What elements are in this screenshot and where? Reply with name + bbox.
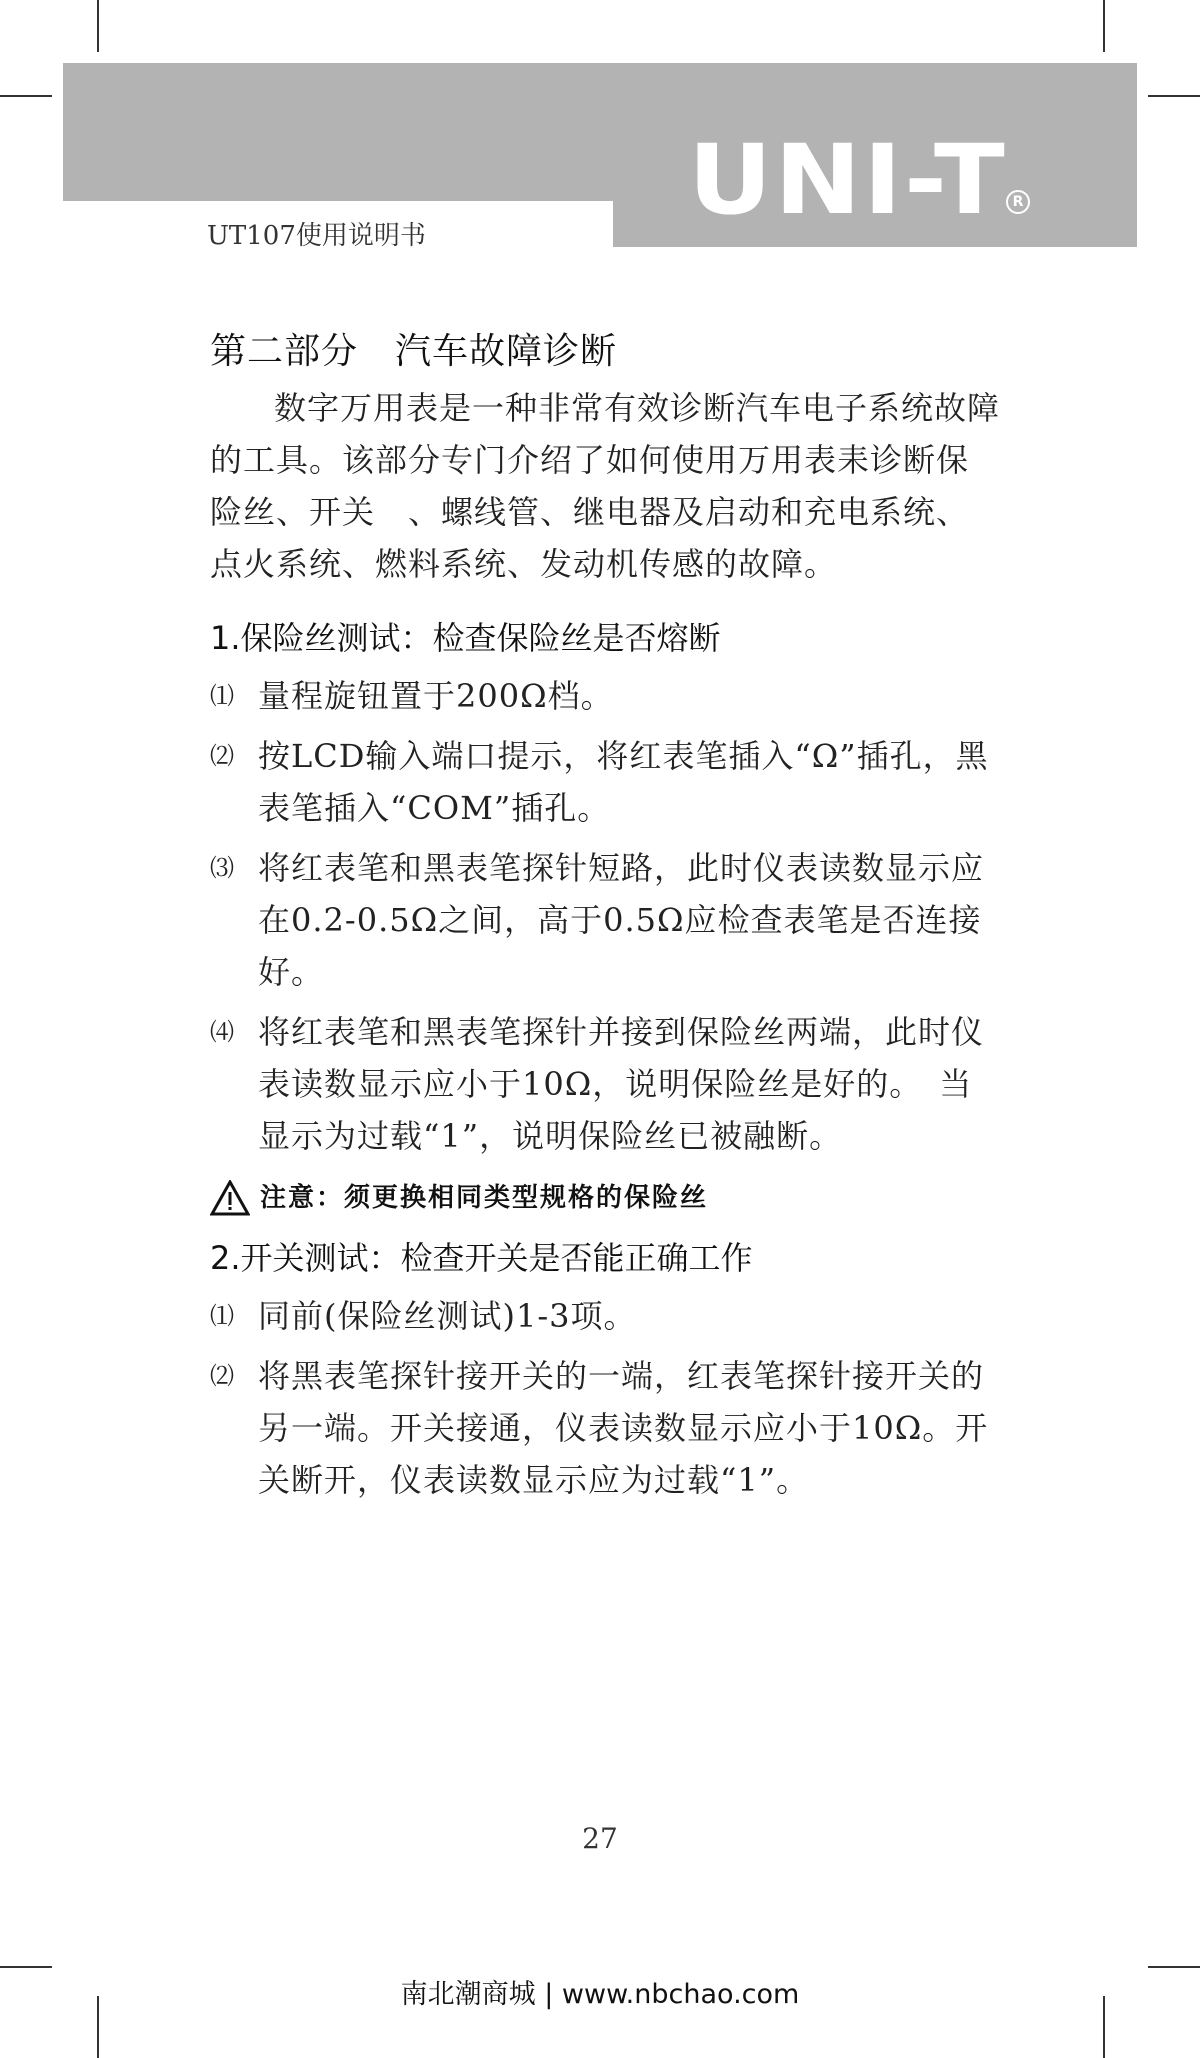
crop-mark-top-left (97, 0, 99, 52)
section-title: 第二部分 汽车故障诊断 (210, 331, 618, 372)
item-number: ⑴ (210, 1302, 235, 1330)
item-text: 将红表笔和黑表笔探针并接到保险丝两端，此时仪表读数显示应小于10Ω，说明保险丝是好的。 当显示为过载“1”，说明保险丝已被融断。 (258, 1013, 985, 1155)
item-text: 按LCD输入端口提示，将红表笔插入“Ω”插孔，黑表笔插入“COM”插孔。 (258, 737, 989, 827)
registered-mark: R (1006, 190, 1030, 214)
warning-note (210, 1172, 1000, 1224)
item-text: 同前(保险丝测试)1-3项。 (258, 1297, 637, 1335)
list-item (210, 1290, 1000, 1342)
crop-mark-bottom-right-h (1148, 1966, 1200, 1968)
fuse-test-heading: 1.保险丝测试：检查保险丝是否熔断 (210, 619, 721, 657)
warning-triangle-icon (210, 1180, 250, 1216)
footer-site: 南北潮商城 | www.nbchao.com (400, 1979, 800, 2010)
doc-title: UT107使用说明书 (207, 221, 426, 251)
item-number: ⑶ (210, 854, 235, 882)
warning-text: 注意：须更换相同类型规格的保险丝 (260, 1183, 709, 1213)
crop-mark-top-right-h (1148, 95, 1200, 97)
crop-mark-top-left-h (0, 95, 52, 97)
item-number: ⑵ (210, 1362, 235, 1390)
item-text: 将黑表笔探针接开关的一端，红表笔探针接开关的另一端。开关接通，仪表读数显示应小于10Ω。开关断开，仪表读数显示应为过载“1”。 (258, 1357, 989, 1499)
list-item (210, 1006, 1000, 1162)
item-text: 将红表笔和黑表笔探针短路，此时仪表读数显示应在0.2-0.5Ω之间，高于0.5Ω应检查表笔是否连接好。 (258, 849, 985, 991)
list-item (210, 730, 1000, 834)
list-item (210, 670, 1000, 722)
list-item (210, 842, 1000, 998)
intro-paragraph: 数字万用表是一种非常有效诊断汽车电子系统故障的工具。该部分专门介绍了如何使用万用表耒诊断保险丝、开关 、螺线管、继电器及启动和充电系统、点火系统、燃料系统、发动机传感的故障。 (210, 389, 1001, 583)
crop-mark-top-right (1103, 0, 1105, 52)
item-number: ⑴ (210, 682, 235, 710)
item-number: ⑵ (210, 742, 235, 770)
item-text: 量程旋钮置于200Ω档。 (258, 677, 614, 715)
crop-mark-bottom-left-h (0, 1966, 52, 1968)
brand-logo: UNI-T (688, 124, 1007, 236)
page-number: 27 (582, 1822, 618, 1855)
switch-test-heading: 2.开关测试：检查开关是否能正确工作 (210, 1239, 753, 1277)
item-number: ⑷ (210, 1018, 235, 1046)
page-content (210, 322, 1000, 1514)
list-item (210, 1350, 1000, 1506)
